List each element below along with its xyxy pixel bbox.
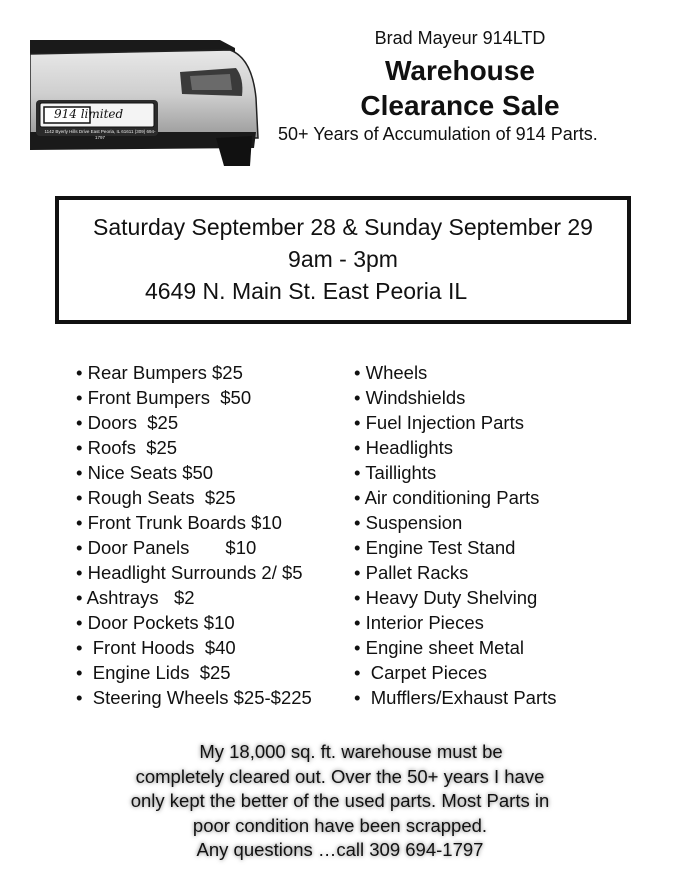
license-plate-text: 914 limited: [54, 107, 124, 121]
event-info-box: [55, 196, 631, 324]
plate-frame-text: 1142 Byerly Hills Drive East Peoria, IL 61611 (309) 694-1797: [44, 129, 156, 140]
list-item: • Rear Bumpers $25: [76, 362, 243, 383]
closing-line: completely cleared out. Over the 50+ years I have: [135, 765, 545, 787]
list-item: • Carpet Pieces: [354, 662, 487, 683]
closing-line: Any questions …call 309 694-1797: [196, 839, 484, 860]
list-item: • Engine Test Stand: [354, 537, 516, 558]
list-item: • Doors $25: [76, 412, 179, 433]
title-line-1: Warehouse: [385, 55, 535, 86]
closing-message: [60, 740, 620, 863]
event-hours: 9am - 3pm: [288, 246, 398, 272]
owner-name: Brad Mayeur 914LTD: [374, 28, 546, 48]
closing-line: only kept the better of the used parts. Most Parts in: [130, 790, 550, 811]
list-item: • Taillights: [354, 462, 437, 483]
list-item: • Heavy Duty Shelving: [354, 587, 538, 608]
list-item: • Door Panels $10: [76, 537, 257, 558]
list-item: • Nice Seats $50: [76, 462, 214, 483]
list-item: • Windshields: [354, 387, 466, 408]
event-address: 4649 N. Main St. East Peoria IL: [145, 278, 468, 304]
list-item: • Suspension: [354, 512, 463, 533]
list-item: • Ashtrays $2: [76, 587, 195, 608]
list-item: • Door Pockets $10: [76, 612, 235, 633]
list-item: • Fuel Injection Parts: [354, 412, 524, 433]
list-item: • Headlight Surrounds 2/ $5: [76, 562, 303, 583]
list-item: • Wheels: [354, 362, 428, 383]
parts-list-right: [354, 360, 557, 710]
event-dates: Saturday September 28 & Sunday September 29: [93, 214, 593, 240]
list-item: • Interior Pieces: [354, 612, 484, 633]
list-item: • Headlights: [354, 437, 454, 458]
list-item: • Steering Wheels $25-$225: [76, 687, 312, 708]
closing-line: My 18,000 sq. ft. warehouse must be: [199, 741, 503, 762]
subtitle: 50+ Years of Accumulation of 914 Parts.: [278, 124, 598, 144]
list-item: • Mufflers/Exhaust Parts: [354, 687, 557, 708]
list-item: • Engine sheet Metal: [354, 637, 524, 658]
closing-line: poor condition have been scrapped.: [192, 814, 488, 836]
list-item: • Front Trunk Boards $10: [76, 512, 282, 533]
list-item: • Pallet Racks: [354, 562, 469, 583]
list-item: • Front Bumpers $50: [76, 387, 252, 408]
header: [270, 26, 650, 123]
list-item: • Front Hoods $40: [76, 637, 236, 658]
list-item: • Roofs $25: [76, 437, 178, 458]
car-rear-illustration: [30, 38, 262, 166]
list-item: • Air conditioning Parts: [354, 487, 540, 508]
list-item: • Engine Lids $25: [76, 662, 231, 683]
title-line-2: Clearance Sale: [360, 90, 560, 121]
list-item: • Rough Seats $25: [76, 487, 236, 508]
parts-list-left: [76, 360, 312, 710]
